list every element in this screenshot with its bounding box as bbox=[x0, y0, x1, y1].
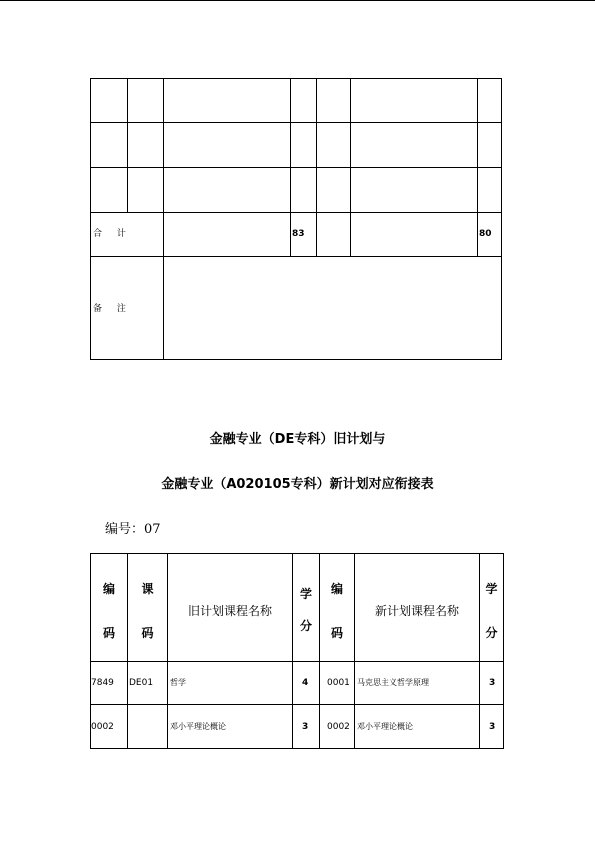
table-col-line bbox=[292, 553, 293, 749]
table-cell-old-credit: 4 bbox=[302, 678, 309, 688]
table-cell-old-credit: 3 bbox=[302, 722, 309, 732]
table-cell-old-code: 0002 bbox=[91, 722, 114, 732]
top-table-row-line bbox=[90, 167, 502, 168]
total-old-credits: 83 bbox=[292, 229, 305, 239]
header-new-name: 新计划课程名称 bbox=[374, 604, 459, 618]
header-course-code-bottom: 码 bbox=[141, 626, 154, 640]
table-cell-new-name: 马克思主义哲学原理 bbox=[357, 678, 429, 687]
table-header-bottom bbox=[90, 661, 504, 662]
table-col-line bbox=[354, 553, 355, 749]
top-table-row-line bbox=[90, 122, 502, 123]
top-table-border-bottom bbox=[90, 359, 502, 360]
table-col-line bbox=[167, 553, 168, 749]
header-new-credit-top: 学 bbox=[485, 582, 498, 596]
document-code: 编号：07 bbox=[105, 522, 161, 537]
page-top-rule bbox=[0, 0, 595, 1]
table-cell-old-code: 7849 bbox=[91, 678, 114, 688]
table-border-bottom bbox=[90, 748, 504, 749]
table-cell-new-code: 0001 bbox=[327, 678, 350, 688]
top-table-col-line bbox=[350, 78, 351, 256]
total-new-credits: 80 bbox=[479, 229, 492, 239]
table-cell-new-name: 邓小平理论概论 bbox=[357, 722, 413, 731]
header-new-credit-bottom: 分 bbox=[485, 626, 498, 640]
top-table-border-left bbox=[90, 78, 91, 360]
top-table-border-top bbox=[90, 78, 502, 79]
header-old-code-top: 编 bbox=[102, 582, 115, 596]
table-border-right bbox=[503, 553, 504, 749]
top-table-row-line bbox=[90, 256, 502, 257]
table-cell-course-code: DE01 bbox=[129, 678, 154, 688]
page-title-line2: 金融专业（A020105专科）新计划对应衔接表 bbox=[161, 477, 434, 492]
top-table-border-right bbox=[501, 78, 502, 360]
header-old-credit-bottom: 分 bbox=[299, 619, 312, 633]
header-new-code-top: 编 bbox=[330, 582, 343, 596]
header-old-name: 旧计划课程名称 bbox=[187, 604, 272, 618]
total-label: 合 计 bbox=[93, 229, 132, 239]
table-cell-new-credit: 3 bbox=[489, 678, 496, 688]
header-old-code-bottom: 码 bbox=[102, 626, 115, 640]
table-border-top bbox=[90, 553, 504, 554]
table-cell-new-code: 0002 bbox=[327, 722, 350, 732]
table-cell-new-credit: 3 bbox=[489, 722, 496, 732]
remarks-label: 备 注 bbox=[93, 304, 132, 314]
top-table-row-line bbox=[90, 212, 502, 213]
top-table-col-line bbox=[290, 78, 291, 256]
top-table-col-line bbox=[163, 78, 164, 360]
top-table-col-line bbox=[127, 78, 128, 212]
page-title-line1: 金融专业（DE专科）旧计划与 bbox=[209, 432, 386, 447]
top-table-col-line bbox=[477, 78, 478, 256]
header-new-code-bottom: 码 bbox=[330, 626, 343, 640]
table-row-line bbox=[90, 704, 504, 705]
header-course-code-top: 课 bbox=[141, 582, 154, 596]
table-cell-old-name: 邓小平理论概论 bbox=[170, 722, 226, 731]
top-table-col-line bbox=[316, 78, 317, 256]
header-old-credit-top: 学 bbox=[299, 587, 312, 601]
table-cell-old-name: 哲学 bbox=[170, 678, 186, 687]
